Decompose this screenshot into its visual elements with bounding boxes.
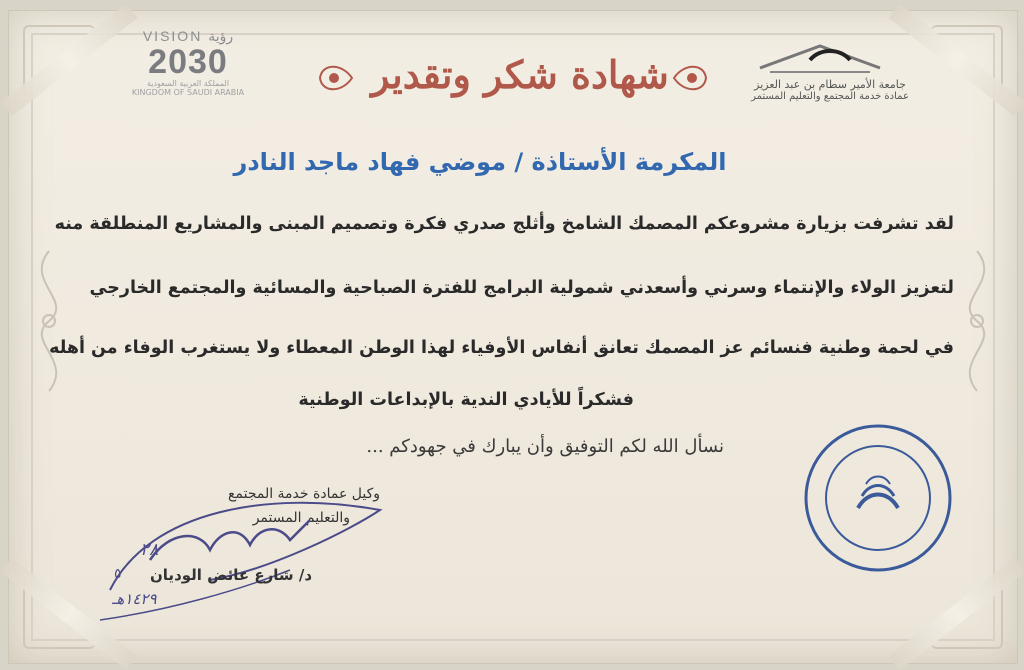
signatory-title-line2: والتعليم المستمر (252, 510, 350, 526)
closing-line: نسأل الله لكم التوفيق وأن يبارك في جهودكم ... (366, 436, 724, 457)
side-ornament-right (947, 241, 1007, 401)
university-name: جامعة الأمير سطام بن عبد العزيز (754, 78, 906, 91)
signatory-title-line1: وكيل عمادة خدمة المجتمع (228, 486, 380, 502)
handwritten-number: ٢٨ (140, 540, 159, 560)
university-deanship: عمادة خدمة المجتمع والتعليم المستمر (751, 91, 909, 102)
university-emblem-icon (750, 38, 890, 78)
body-line-1: لقد تشرفت بزيارة مشروعكم المصمك الشامخ وأثلج صدري فكرة وتصميم المبنى والمشاريع المنطلقة منه (54, 214, 954, 234)
title-ornament-right (668, 58, 714, 98)
certificate-title: شهادة شكر وتقدير (371, 52, 669, 97)
stamp-seal-icon (800, 420, 956, 576)
handwritten-date: ١٤٢٩هـ (112, 590, 157, 608)
vision-arabic-word: رؤية (208, 28, 234, 44)
vision-country-en: KINGDOM OF SAUDI ARABIA (131, 88, 245, 97)
body-line-2: لتعزيز الولاء والإنتماء وسرني وأسعدني شمولية البرامج للفترة الصباحية والمسائية والمجتمع الخارجي (89, 278, 954, 298)
vision-2030-logo (108, 28, 268, 98)
body-line-4: فشكراً للأيادي الندية بالإبداعات الوطنية (298, 390, 634, 410)
vision-word: VISION (142, 28, 203, 44)
recipient-name: المكرمة الأستاذة / موضي فهاد ماجد النادر (233, 148, 727, 176)
signatory-name: د/ شارع عائض الوديان (150, 566, 313, 584)
vision-year: 2030 (148, 43, 228, 81)
body-line-3: في لحمة وطنية فنسائم عز المصمك تعانق أنفاس الأوفياء لهذا الوطن المعطاء ولا يستغرب الوفاء من أهله (49, 338, 954, 358)
official-stamp (800, 420, 956, 576)
handwritten-mark: ٥ (114, 566, 122, 582)
side-ornament-left (19, 241, 79, 401)
vision-country-ar: المملكة العربية السعودية (146, 79, 230, 88)
university-logo (740, 38, 920, 118)
